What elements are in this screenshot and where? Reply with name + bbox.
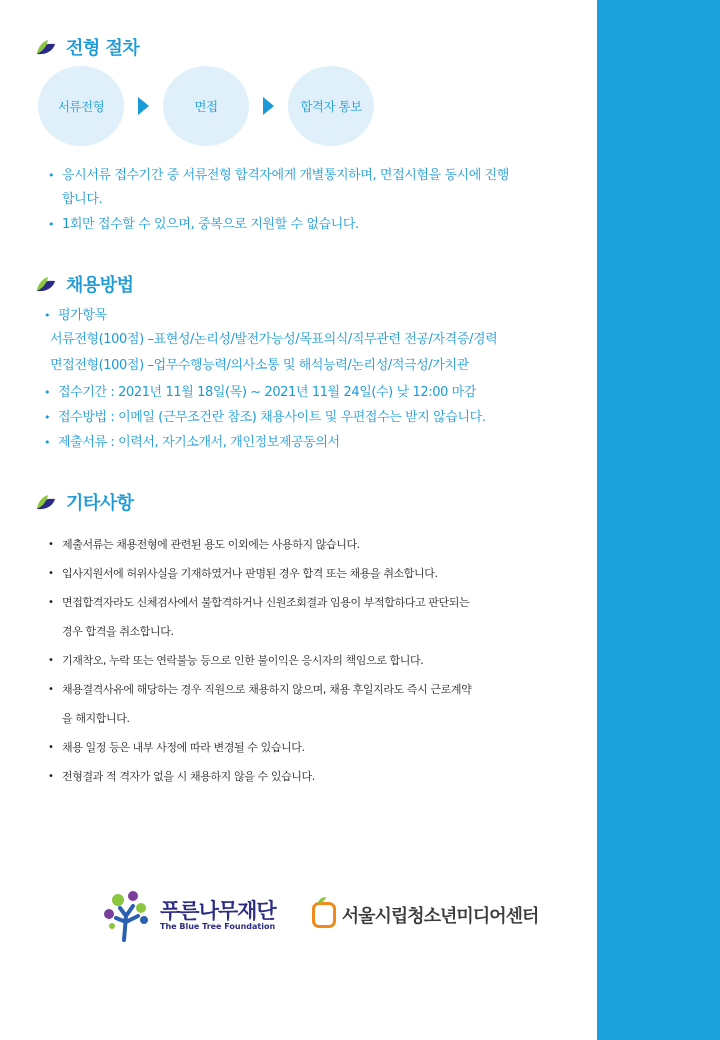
seoul-media-center-name: 서울시립청소년미디어센터 — [341, 906, 539, 927]
list-item: • 채용 일정 등은 내부 사정에 따라 변경될 수 있습니다. — [48, 733, 471, 762]
list-item — [48, 588, 471, 646]
list-item: • 1회만 접수할 수 있으며, 중복으로 지원할 수 없습니다. — [48, 213, 359, 237]
leaf-icon — [36, 492, 58, 512]
list-item-continuation: 경우 합격을 취소합니다. — [62, 625, 174, 638]
list-item-text: 채용결격사유에 해당하는 경우 직원으로 채용하지 않으며, 채용 후일지라도 즉시 근로계약 — [62, 683, 472, 696]
arrow-right-icon — [138, 97, 149, 115]
list-item-continuation: 을 해지합니다. — [62, 712, 130, 725]
list-item-text: 면접합격자라도 신체검사에서 불합격하거나 신원조회결과 임용이 부적합하다고 판단되는 — [62, 596, 470, 609]
leaf-icon — [36, 274, 58, 294]
media-center-badge-icon — [312, 902, 336, 928]
eval-line-interview: 면접전형(100점) –업무수행능력/의사소통 및 해석능력/논리성/적극성/가치관 — [50, 358, 469, 373]
section-title-process: 전형 절차 — [66, 38, 140, 59]
footer-logos — [100, 888, 538, 942]
list-item: • 응시서류 접수기간 중 서류전형 합격자에게 개별통지하며, 면접시험을 동시에 진행 — [48, 164, 509, 188]
list-item: • 제출서류는 채용전형에 관련된 용도 이외에는 사용하지 않습니다. — [48, 530, 471, 559]
eval-line-documents: 서류전형(100점) –표현성/논리성/발전가능성/목표의식/직무관련 전공/자격증/경력 — [50, 332, 498, 347]
method-eval — [44, 304, 107, 328]
step-result-notice: 합격자 통보 — [288, 66, 374, 146]
list-item-continuation: 합니다. — [62, 192, 103, 207]
blue-tree-sub: The Blue Tree Foundation — [160, 921, 276, 931]
leaf-icon — [36, 37, 58, 57]
section-title-etc: 기타사항 — [66, 493, 134, 514]
list-item-how: • 접수방법 : 이메일 (근무조건란 참조) 채용사이트 및 우편접수는 받지 않습니다. — [44, 405, 486, 430]
section-title-method: 채용방법 — [66, 275, 134, 296]
list-item: • 입사지원서에 허위사실을 기재하였거나 판명된 경우 합격 또는 채용을 취소합니다. — [48, 559, 471, 588]
method-details — [44, 380, 486, 455]
side-bar — [597, 0, 720, 1040]
list-item: • 기재착오, 누락 또는 연락불능 등으로 인한 불이익은 응시자의 책임으로 합니다. — [48, 646, 471, 675]
section-header-process — [36, 34, 139, 60]
blue-tree-icon — [100, 888, 154, 942]
process-steps — [38, 66, 374, 146]
sprout-icon — [317, 896, 327, 904]
process-notes — [48, 164, 509, 188]
seoul-media-center-logo — [312, 902, 539, 928]
section-header-method — [36, 271, 134, 297]
step-document-screening: 서류전형 — [38, 66, 124, 146]
arrow-right-icon — [263, 97, 274, 115]
step-interview: 면접 — [163, 66, 249, 146]
etc-list — [48, 530, 471, 791]
list-item-period: • 접수기간 : 2021년 11월 18일(목) ~ 2021년 11월 24일(수) 낮 12:00 마감 — [44, 380, 486, 405]
blue-tree-name: 푸른나무재단 — [160, 898, 276, 923]
section-header-etc — [36, 489, 134, 515]
blue-tree-text — [160, 900, 276, 931]
process-notes-2 — [48, 213, 359, 237]
list-item — [48, 675, 471, 733]
blue-tree-logo — [100, 888, 276, 942]
list-item-eval: • 평가항목 — [44, 304, 107, 328]
list-item: • 전형결과 적 격자가 없을 시 채용하지 않을 수 있습니다. — [48, 762, 471, 791]
list-item-docs: • 제출서류 : 이력서, 자기소개서, 개인정보제공동의서 — [44, 430, 486, 455]
